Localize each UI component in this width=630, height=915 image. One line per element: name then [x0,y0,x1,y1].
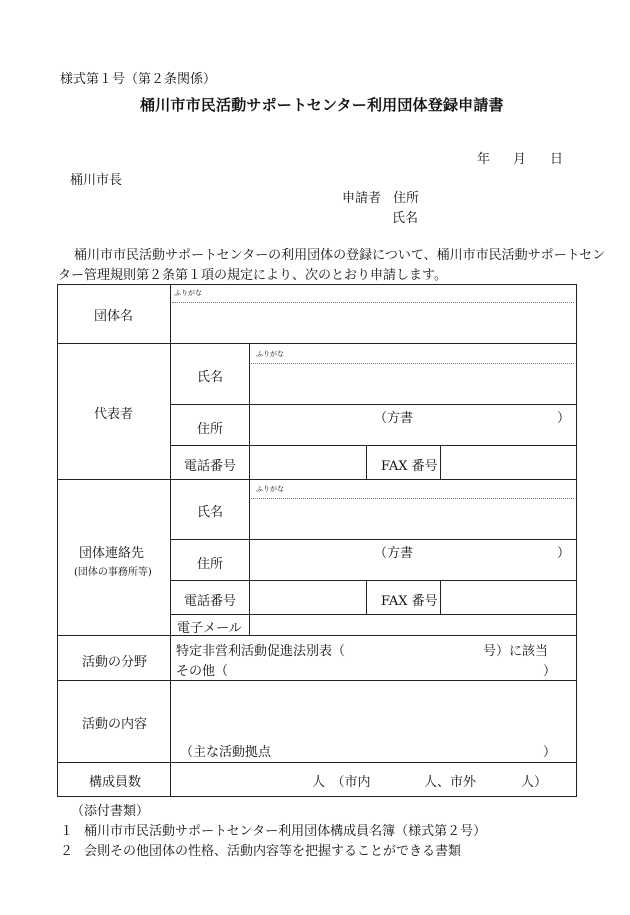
row-line [57,680,577,681]
activity-base-field[interactable] [282,740,540,758]
contact-name-field[interactable] [251,501,574,537]
furigana-divider [172,302,574,303]
label-members: 構成員数 [89,775,142,790]
date-month: 月 [513,152,527,167]
row-line [57,343,577,344]
intro-line-1: 桶川市市民活動サポートセンターの利用団体の登録について、桶川市市民活動サポートセン [74,248,606,263]
form-number: 様式第１号（第２条関係） [60,72,217,87]
members-city-unit: 人、市外 [424,775,477,790]
label-contact-phone: 電話番号 [184,594,237,609]
label-contact-note: (団体の事務所等) [74,567,152,578]
rep-fax-field[interactable] [442,447,574,477]
table-border-right [576,284,577,796]
label-contact: 団体連絡先 [79,546,145,561]
contact-katagaki-close: ） [557,546,571,561]
date-day: 日 [550,152,564,167]
table-border-bottom [57,796,577,797]
furigana-label-contact: ふりがな [256,485,284,493]
npo-table-number-field[interactable] [345,639,480,657]
row-line [170,445,577,446]
base-open: （主な活動拠点 [180,745,272,760]
members-total-unit: 人 （市内 [312,775,371,790]
rep-phone-field[interactable] [251,447,364,477]
table-divider-main [170,284,171,796]
intro-line-2: ター管理規則第２条第１項の規定により、次のとおり申請します。 [58,268,447,283]
members-total-field[interactable] [180,766,308,792]
rep-name-field[interactable] [251,366,574,402]
base-close: ） [543,745,557,760]
label-activity-field: 活動の分野 [82,655,148,670]
npo-prefix: 特定非営利活動促進法別表（ [176,644,346,659]
label-group-name: 団体名 [94,309,134,324]
other-open: その他（ [176,664,229,679]
contact-katagaki-open: （方書 [374,546,414,561]
activity-content-field[interactable] [172,682,574,738]
label-rep-address: 住所 [197,422,224,437]
label-representative: 代表者 [94,407,134,422]
addressee: 桶川市長 [70,173,123,188]
label-email: 電子メール [177,621,242,636]
applicant-name-label: 氏名 [392,211,419,226]
row-line [170,404,577,405]
table-divider-fax-1 [440,445,441,479]
furigana-divider [251,363,574,364]
table-border-left [57,284,58,796]
contact-address-field[interactable] [251,541,574,578]
rep-katagaki-close: ） [557,411,571,426]
label-contact-name: 氏名 [197,505,224,520]
label-rep-fax: FAX 番号 [381,459,438,474]
attachment-2: 会則その他団体の性格、活動内容等を把握することができる書類 [84,844,462,859]
row-line [170,580,577,581]
table-border-top [57,284,577,285]
applicant-address-label: 住所 [393,191,420,206]
label-rep-phone: 電話番号 [184,459,237,474]
table-divider-sub [249,343,250,635]
contact-fax-field[interactable] [442,582,574,612]
row-line [170,614,577,615]
group-name-field[interactable] [172,305,574,341]
label-rep-name: 氏名 [197,370,224,385]
table-divider-phone-2 [366,580,367,614]
table-divider-fax-2 [440,580,441,614]
attachments-heading: （添付書類） [71,804,150,819]
row-line [57,635,577,636]
label-activity-content: 活動の内容 [82,717,148,732]
furigana-label-rep: ふりがな [256,350,284,358]
rep-katagaki-open: （方書 [374,411,414,426]
row-line [57,762,577,763]
row-line [57,479,577,480]
attachment-1-number: １ [60,824,74,839]
attachment-2-number: ２ [60,844,74,859]
rep-address-field[interactable] [251,406,574,443]
label-contact-fax: FAX 番号 [381,594,438,609]
page-title: 桶川市市民活動サポートセンター利用団体登録申請書 [140,96,504,114]
other-field-input[interactable] [232,659,542,677]
furigana-label-group: ふりがな [174,289,202,297]
members-outside-unit: 人） [521,775,548,790]
members-outside-field[interactable] [476,766,518,792]
label-contact-address: 住所 [197,557,224,572]
other-close: ） [543,664,557,679]
npo-suffix: 号）に該当 [483,644,549,659]
email-field[interactable] [251,616,574,634]
furigana-divider [251,498,574,499]
contact-phone-field[interactable] [251,582,364,612]
members-city-field[interactable] [376,766,420,792]
table-divider-phone-1 [366,445,367,479]
date-year: 年 [477,152,491,167]
applicant-label: 申請者 [342,191,382,206]
attachment-1: 桶川市市民活動サポートセンター利用団体構成員名簿（様式第２号） [84,824,487,839]
row-line [170,539,577,540]
